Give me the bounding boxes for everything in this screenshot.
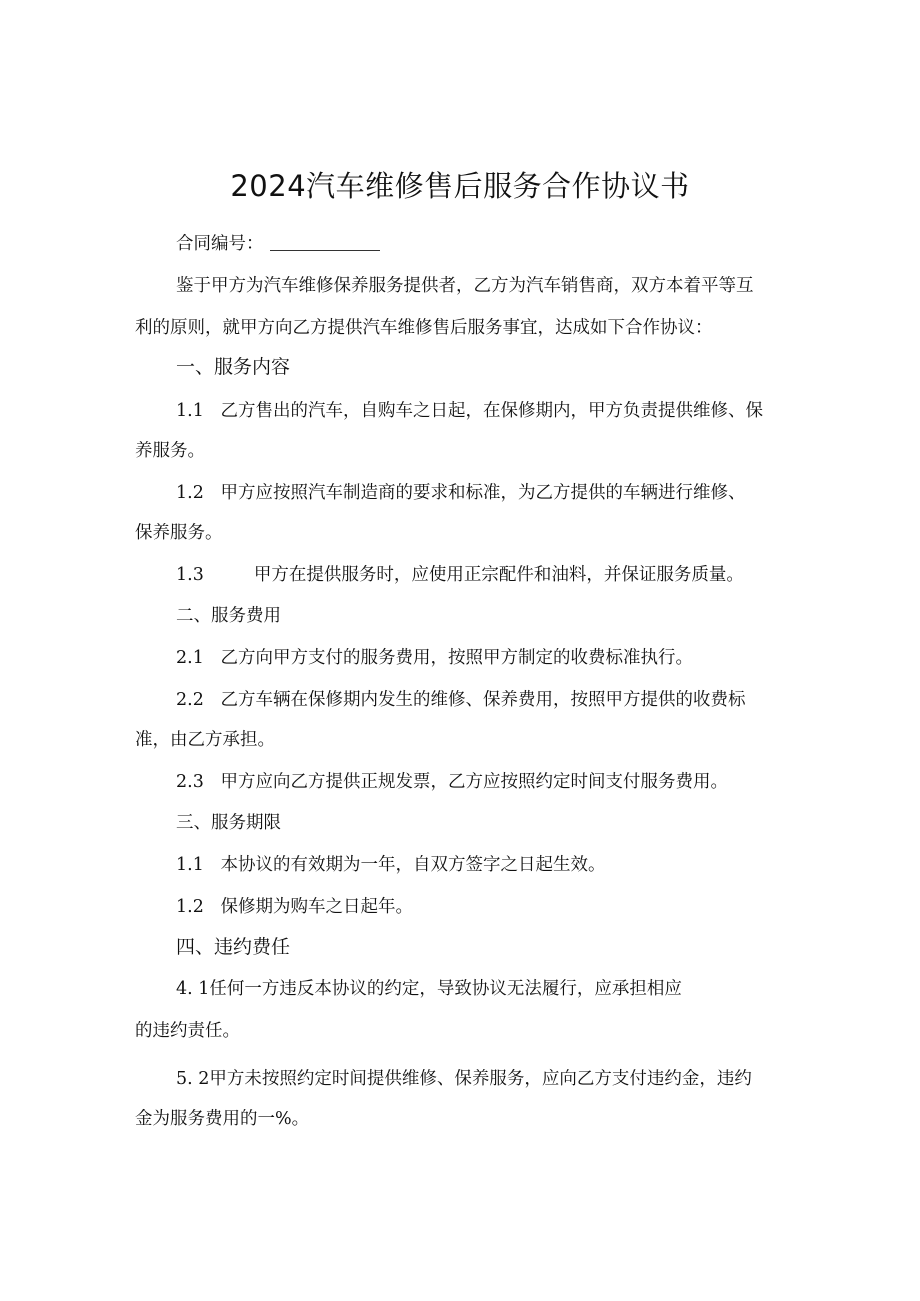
- clause-text: 保修期为购车之日起年。: [220, 897, 414, 917]
- clause-4-2: [176, 1066, 752, 1092]
- clause-3-1: [176, 852, 606, 878]
- clause-number: 2.2: [176, 690, 204, 710]
- clause-1-1: [176, 398, 763, 424]
- contract-number-label: 合同编号：: [176, 234, 264, 254]
- section-3-heading: 三、服务期限: [176, 813, 281, 833]
- clause-3-2: [176, 894, 413, 920]
- clause-text: 乙方向甲方支付的服务费用，按照甲方制定的收费标准执行。: [220, 648, 694, 668]
- clause-number: 1.2: [176, 483, 204, 503]
- contract-number-row: [176, 231, 380, 257]
- clause-text: 2甲方未按照约定时间提供维修、保养服务，应向乙方支付违约金，违约: [198, 1069, 752, 1089]
- clause-1-2-cont: 保养服务。: [135, 523, 223, 543]
- clause-text: 乙方售出的汽车，自购车之日起，在保修期内，甲方负责提供维修、保: [220, 401, 764, 421]
- clause-2-1: [176, 645, 693, 671]
- contract-number-blank: [270, 234, 380, 251]
- clause-2-3: [176, 769, 728, 795]
- clause-number: 2.3: [176, 772, 204, 792]
- clause-text: 甲方应向乙方提供正规发票，乙方应按照约定时间支付服务费用。: [220, 772, 729, 792]
- section-1-heading: 一、服务内容: [176, 356, 291, 378]
- clause-text: 甲方应按照汽车制造商的要求和标准，为乙方提供的车辆进行维修、: [220, 483, 746, 503]
- clause-number: 1.1: [176, 401, 204, 421]
- clause-number: 4.: [176, 979, 193, 999]
- intro-line-1: 鉴于甲方为汽车维修保养服务提供者，乙方为汽车销售商，双方本着平等互: [176, 276, 754, 296]
- clause-4-1: [176, 976, 682, 1002]
- clause-1-1-cont: 养服务。: [135, 441, 205, 461]
- clause-1-3: [176, 562, 744, 588]
- clause-1-2: [176, 480, 746, 506]
- clause-number: 2.1: [176, 648, 204, 668]
- clause-number: 1.2: [176, 897, 204, 917]
- clause-number: 1.3: [176, 565, 204, 585]
- clause-number: 1.1: [176, 855, 204, 875]
- clause-4-1-cont: 的违约责任。: [135, 1021, 240, 1041]
- clause-number: 5.: [176, 1069, 193, 1089]
- clause-2-2: [176, 687, 746, 713]
- clause-text: 1任何一方违反本协议的约定，导致协议无法履行，应承担相应: [198, 979, 682, 999]
- clause-4-2-cont: 金为服务费用的一%。: [135, 1109, 310, 1129]
- clause-2-2-cont: 准，由乙方承担。: [135, 730, 275, 750]
- section-2-heading: 二、服务费用: [176, 606, 281, 626]
- clause-text: 本协议的有效期为一年，自双方签字之日起生效。: [220, 855, 606, 875]
- clause-text: 乙方车辆在保修期内发生的维修、保养费用，按照甲方提供的收费标: [220, 690, 746, 710]
- section-4-heading: 四、违约费任: [176, 936, 291, 958]
- clause-text: 甲方在提供服务时，应使用正宗配件和油料，并保证服务质量。: [253, 565, 744, 585]
- intro-line-2: 利的原则，就甲方向乙方提供汽车维修售后服务事宜，达成如下合作协议：: [135, 318, 713, 338]
- document-title: 2024汽车维修售后服务合作协议书: [230, 169, 690, 203]
